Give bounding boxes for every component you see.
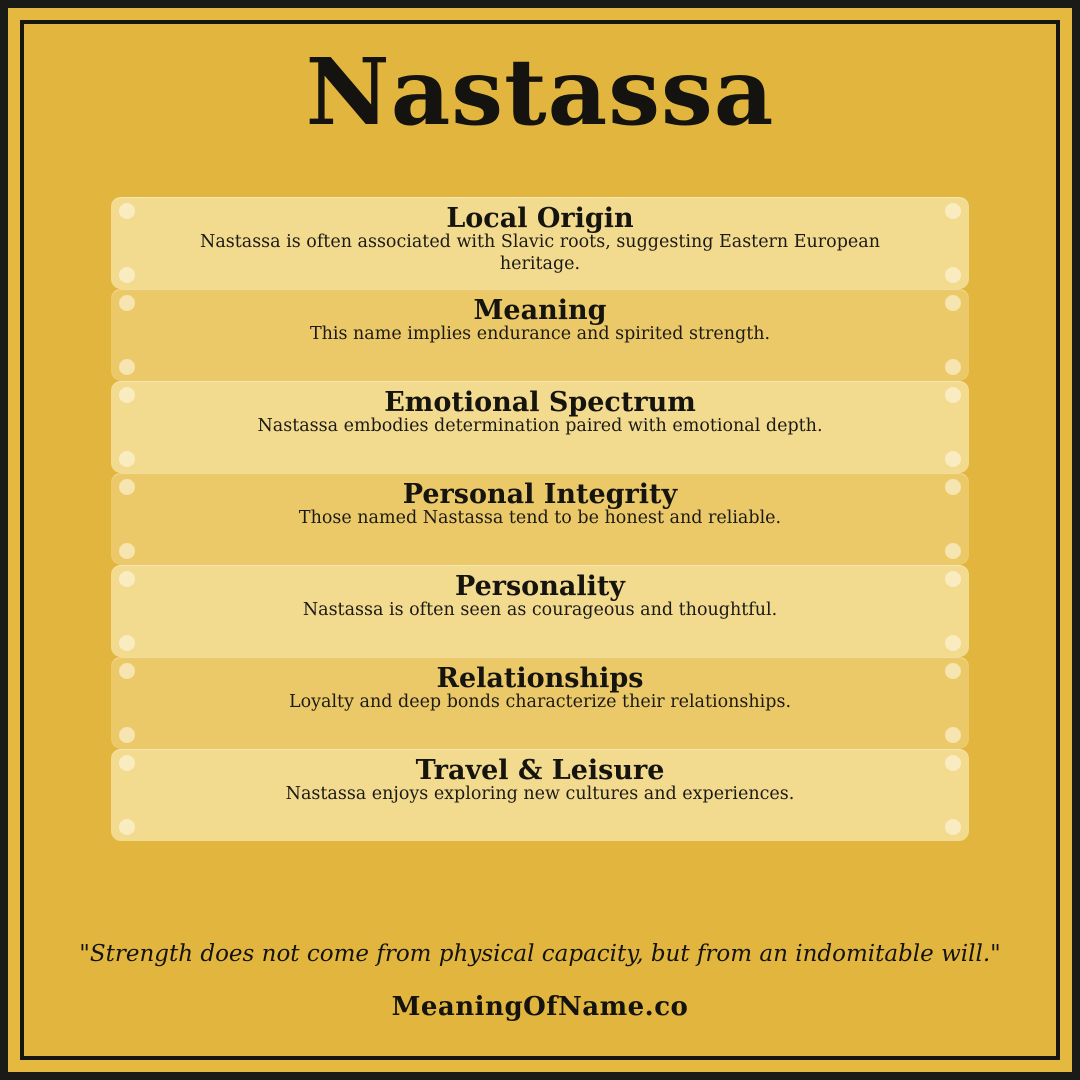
list-item (111, 381, 969, 473)
section-description: Those named Nastassa tend to be honest and reliable. (298, 507, 782, 528)
list-item (111, 289, 969, 381)
corner-dot-icon (119, 571, 135, 587)
section-description: Nastassa is often seen as courageous and thoughtful. (302, 599, 778, 620)
corner-dot-icon (945, 479, 961, 495)
corner-dot-icon (945, 203, 961, 219)
corner-dot-icon (119, 479, 135, 495)
poster-content (24, 24, 1056, 1056)
section-title: Relationships (436, 662, 644, 694)
frame-gap (8, 8, 1072, 1072)
corner-dot-icon (945, 635, 961, 651)
section-description: Nastassa embodies determination paired with emotional depth. (257, 415, 823, 436)
section-title: Personality (455, 570, 625, 602)
section-description: Nastassa enjoys exploring new cultures and experiences. (285, 783, 795, 804)
page-title: Nastassa (305, 38, 775, 146)
quote-text: "Strength does not come from physical capacity, but from an indomitable will." (79, 941, 1001, 968)
site-name: MeaningOfName.co (391, 992, 689, 1022)
corner-dot-icon (945, 295, 961, 311)
corner-dot-icon (945, 267, 961, 283)
corner-dot-icon (119, 635, 135, 651)
corner-dot-icon (119, 359, 135, 375)
section-title: Travel & Leisure (415, 754, 665, 786)
section-title: Emotional Spectrum (384, 386, 696, 418)
corner-dot-icon (119, 451, 135, 467)
section-title: Meaning (473, 294, 607, 326)
corner-dot-icon (945, 387, 961, 403)
corner-dot-icon (119, 663, 135, 679)
section-description: Nastassa is often associated with Slavic roots, suggesting Eastern European heritage. (200, 231, 880, 274)
corner-dot-icon (945, 727, 961, 743)
frame-inner-line (20, 20, 1060, 1060)
list-item (111, 473, 969, 565)
section-title: Local Origin (446, 202, 634, 234)
list-item (111, 197, 969, 289)
corner-dot-icon (119, 727, 135, 743)
section-description: Loyalty and deep bonds characterize their relationships. (288, 691, 792, 712)
corner-dot-icon (945, 571, 961, 587)
list-item (111, 565, 969, 657)
section-title: Personal Integrity (402, 478, 678, 510)
corner-dot-icon (945, 663, 961, 679)
poster-footer (24, 940, 1056, 1022)
section-description: This name implies endurance and spirited strength. (309, 323, 771, 344)
list-item (111, 749, 969, 841)
corner-dot-icon (945, 543, 961, 559)
corner-dot-icon (119, 295, 135, 311)
corner-dot-icon (945, 755, 961, 771)
list-item (111, 657, 969, 749)
corner-dot-icon (119, 267, 135, 283)
corner-dot-icon (119, 819, 135, 835)
sections-list (24, 197, 1056, 841)
corner-dot-icon (119, 543, 135, 559)
corner-dot-icon (119, 203, 135, 219)
corner-dot-icon (945, 819, 961, 835)
corner-dot-icon (945, 359, 961, 375)
corner-dot-icon (119, 387, 135, 403)
corner-dot-icon (945, 451, 961, 467)
corner-dot-icon (119, 755, 135, 771)
